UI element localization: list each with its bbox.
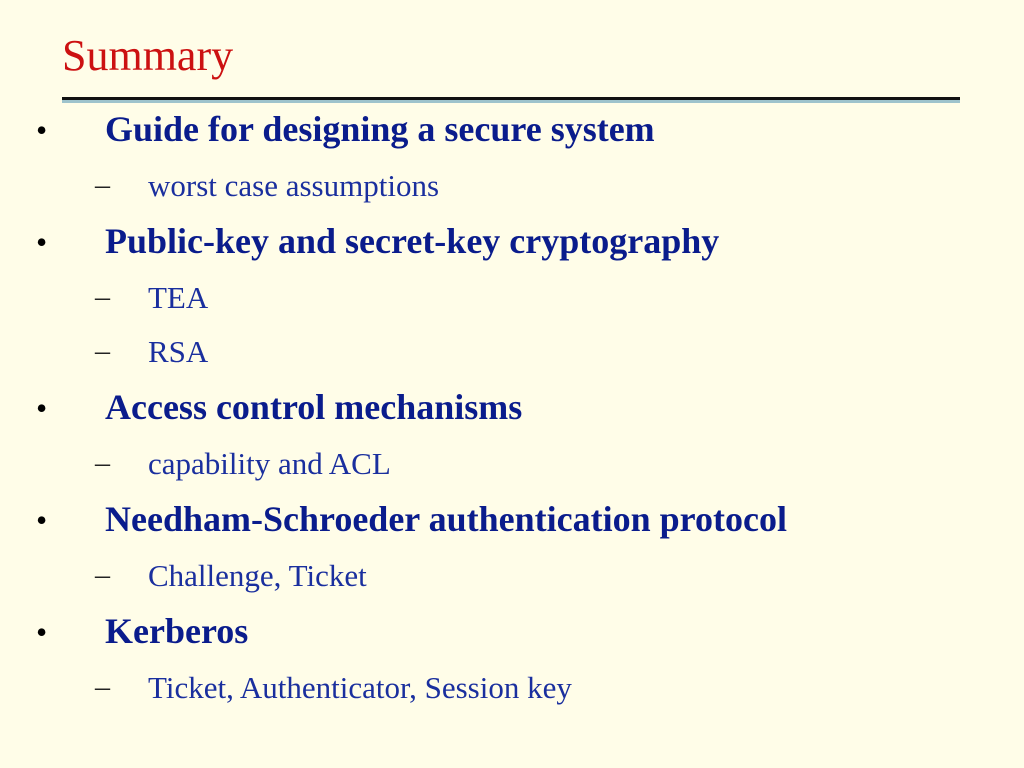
- bullet-marker: •: [36, 614, 48, 650]
- bullet-item-text: Access control mechanisms: [105, 387, 523, 427]
- bullet-item-text: Needham-Schroeder authentication protocol: [105, 499, 787, 539]
- dash-marker: –: [95, 446, 110, 479]
- bullet-marker: •: [36, 224, 48, 260]
- sub-item-text: TEA: [148, 280, 209, 315]
- dash-marker: –: [95, 558, 110, 591]
- dash-marker: –: [95, 334, 110, 367]
- bullet-item-text: Guide for designing a secure system: [105, 109, 655, 149]
- sub-item-text: RSA: [148, 334, 209, 369]
- bullet-marker: •: [36, 390, 48, 426]
- sub-item-text: worst case assumptions: [148, 168, 440, 203]
- bullet-item-text: Kerberos: [105, 611, 249, 651]
- slide-title: Summary: [62, 31, 234, 80]
- title-divider: [62, 97, 960, 103]
- dash-marker: –: [95, 280, 110, 313]
- sub-item-text: Challenge, Ticket: [148, 558, 367, 593]
- bullet-item-text: Public-key and secret-key cryptography: [105, 221, 720, 261]
- dash-marker: –: [95, 168, 110, 201]
- sub-item-text: capability and ACL: [148, 446, 391, 481]
- dash-marker: –: [95, 670, 110, 703]
- sub-item-text: Ticket, Authenticator, Session key: [148, 670, 572, 705]
- title-divider-light-line: [62, 100, 960, 103]
- bullet-marker: •: [36, 502, 48, 538]
- bullet-marker: •: [36, 112, 48, 148]
